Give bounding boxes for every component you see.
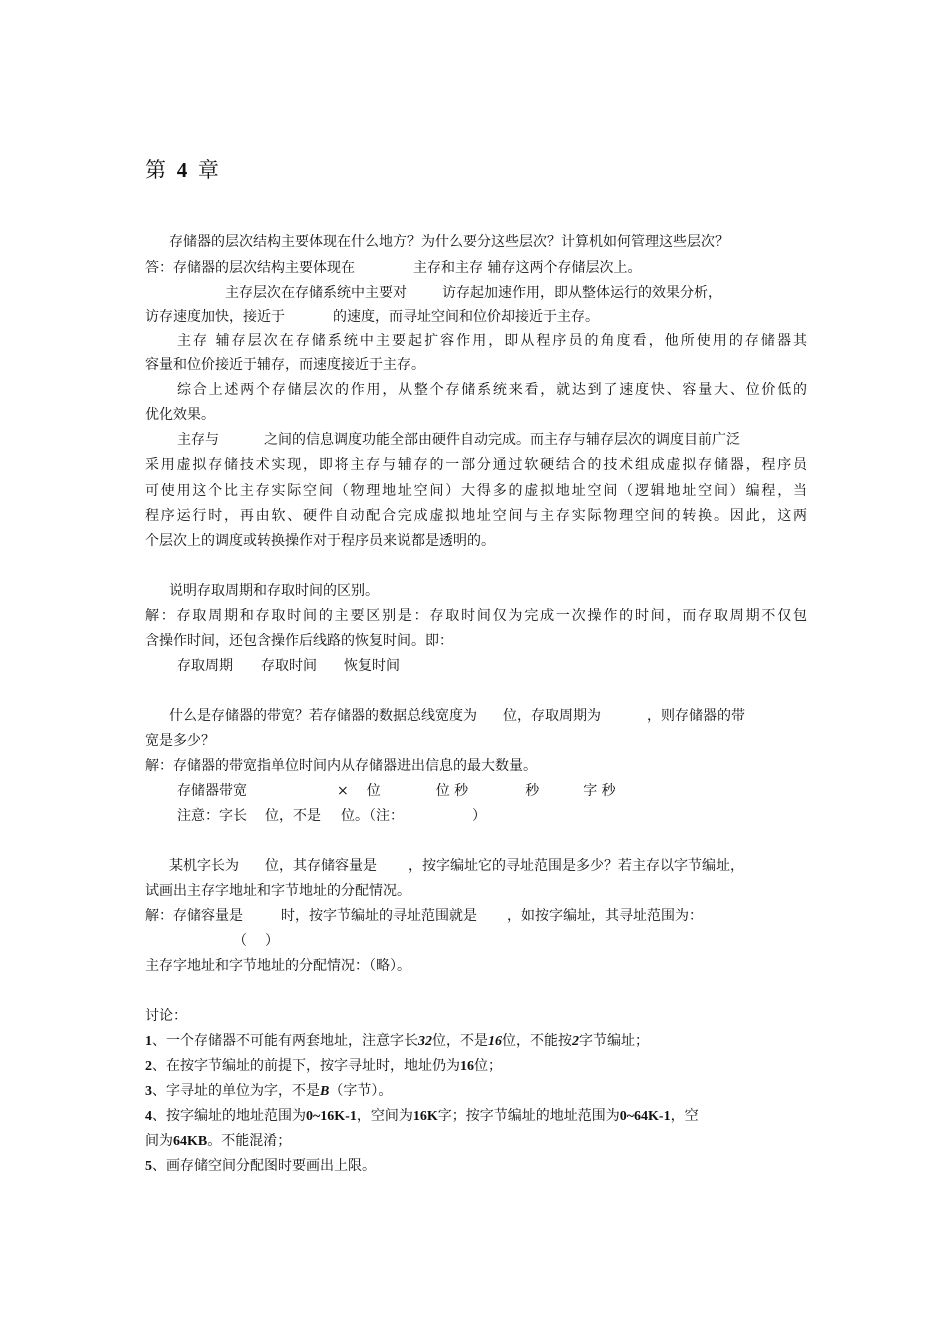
discussion-item: 5、画存储空间分配图时要画出上限。 bbox=[145, 1158, 376, 1174]
chapter-title bbox=[145, 154, 221, 184]
q3-note: 注意：字长 位，不是 位。（注： ） bbox=[177, 808, 486, 824]
q4-question: 某机字长为 位，其存储容量是 ，按字编址它的寻址范围是多少？若主存以字节编址， bbox=[169, 858, 744, 874]
q2-question: 说明存取周期和存取时间的区别。 bbox=[169, 583, 379, 599]
q1-answer-line: 容量和位价接近于辅存，而速度接近于主存。 bbox=[145, 357, 425, 373]
q1-answer-line: 主存与 之间的信息调度功能全部由硬件自动完成。而主存与辅存层次的调度目前广泛 bbox=[177, 432, 740, 448]
q1-answer-line: 优化效果。 bbox=[145, 407, 215, 423]
q4-question: 试画出主存字地址和字节地址的分配情况。 bbox=[145, 883, 411, 899]
q4-answer-line: 解：存储容量是 时，按字节编址的寻址范围就是 ，如按字编址，其寻址范围为： bbox=[145, 908, 703, 924]
q3-formula: 存储器带宽 × 位 位 秒 秒 字 秒 bbox=[177, 783, 616, 799]
q4-answer-line: 主存字地址和字节地址的分配情况：（略）。 bbox=[145, 958, 411, 974]
discussion-item: 2、在按字节编址的前提下，按字寻址时，地址仍为16位； bbox=[145, 1058, 502, 1074]
chapter-suffix: 章 bbox=[197, 158, 221, 182]
discussion-item: 3、字寻址的单位为字，不是B（字节）。 bbox=[145, 1083, 393, 1099]
q1-answer-line: 程序运行时，再由软、硬件自动配合完成虚拟地址空间与主存实际物理空间的转换。因此，这两 bbox=[145, 508, 807, 524]
q2-formula: 存取周期 存取时间 恢复时间 bbox=[177, 658, 400, 674]
discussion-item: 4、按字编址的地址范围为0~16K-1，空间为16K字；按字节编址的地址范围为0~64K-1，空 bbox=[145, 1108, 699, 1124]
q1-answer-line: 主存层次在存储系统中主要对 访存起加速作用，即从整体运行的效果分析， bbox=[225, 285, 722, 301]
discussion-heading: 讨论： bbox=[145, 1008, 187, 1024]
q1-answer-line: 综合上述两个存储层次的作用，从整个存储系统来看，就达到了速度快、容量大、位价低的 bbox=[177, 382, 807, 398]
q1-answer-line: 主存 辅存层次在存储系统中主要起扩容作用，即从程序员的角度看，他所使用的存储器其 bbox=[177, 333, 807, 349]
q1-answer-line: 采用虚拟存储技术实现，即将主存与辅存的一部分通过软硬结合的技术组成虚拟存储器，程序员 bbox=[145, 457, 807, 473]
q3-question: 宽是多少？ bbox=[145, 733, 215, 749]
q1-answer-line: 个层次上的调度或转换操作对于程序员来说都是透明的。 bbox=[145, 533, 495, 549]
chapter-number: 4 bbox=[176, 158, 190, 182]
discussion-item: 间为64KB。不能混淆； bbox=[145, 1133, 292, 1149]
q1-question: 存储器的层次结构主要体现在什么地方？为什么要分这些层次？计算机如何管理这些层次？ bbox=[169, 234, 729, 250]
q3-question: 什么是存储器的带宽？若存储器的数据总线宽度为 位，存取周期为 ，则存储器的带 bbox=[169, 708, 745, 724]
q2-answer-line: 含操作时间，还包含操作后线路的恢复时间。即： bbox=[145, 633, 453, 649]
q2-answer-line: 解：存取周期和存取时间的主要区别是：存取时间仅为完成一次操作的时间，而存取周期不仅包 bbox=[145, 608, 807, 624]
q1-answer-line: 答：存储器的层次结构主要体现在 主存和主存 辅存这两个存储层次上。 bbox=[145, 260, 642, 276]
discussion-item: 1、一个存储器不可能有两套地址，注意字长32位，不是16位，不能按2字节编址； bbox=[145, 1033, 649, 1049]
q1-answer-line: 访存速度加快，接近于 的速度，而寻址空间和位价却接近于主存。 bbox=[145, 309, 599, 325]
q4-answer-line: （ ） bbox=[233, 933, 279, 949]
q1-answer-line: 可使用这个比主存实际空间（物理地址空间）大得多的虚拟地址空间（逻辑地址空间）编程，当 bbox=[145, 483, 807, 499]
chapter-prefix: 第 bbox=[145, 158, 168, 182]
q3-answer-line: 解：存储器的带宽指单位时间内从存储器进出信息的最大数量。 bbox=[145, 758, 537, 774]
